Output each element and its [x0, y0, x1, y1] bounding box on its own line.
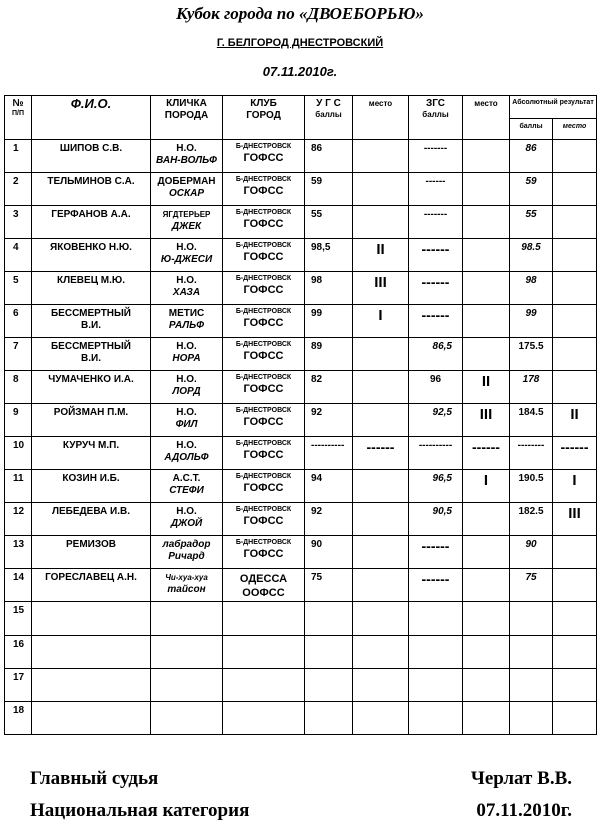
row-dog: лабрадор Ричард [151, 536, 223, 569]
row-abs-place: I [553, 470, 597, 503]
header-place1: место [353, 96, 409, 140]
row-dog: Н.О. АДОЛЬФ [151, 437, 223, 470]
row-fio [32, 602, 151, 636]
row-zgs-place [463, 338, 510, 371]
row-zgs-points: ------ [409, 536, 463, 569]
table-row [5, 503, 597, 536]
row-ugs-place: II [353, 239, 409, 272]
row-ugs-place [353, 404, 409, 437]
row-number: 18 [5, 702, 32, 735]
row-club [223, 636, 305, 669]
header-fio: Ф.И.О. [32, 96, 151, 140]
row-abs-place [553, 206, 597, 239]
row-number: 10 [5, 437, 32, 470]
header-num: № П/П [5, 96, 32, 140]
row-number: 2 [5, 173, 32, 206]
row-zgs-place [463, 536, 510, 569]
row-ugs-place [353, 371, 409, 404]
row-zgs-points: ------ [409, 272, 463, 305]
row-abs-place [553, 272, 597, 305]
row-abs-points [510, 702, 553, 735]
row-ugs-points: 99 [305, 305, 353, 338]
row-abs-points: 90 [510, 536, 553, 569]
row-ugs-place [353, 503, 409, 536]
page-title: Кубок города по «ДВОЕБОРЬЮ» [176, 4, 424, 23]
row-dog: Н.О. ЛОРД [151, 371, 223, 404]
row-fio [32, 669, 151, 702]
row-club: Б-ДНЕСТРОВСК ГОФСС [223, 503, 305, 536]
row-ugs-place: III [353, 272, 409, 305]
row-zgs-place [463, 305, 510, 338]
row-abs-points [510, 669, 553, 702]
table-row [5, 239, 597, 272]
row-number: 7 [5, 338, 32, 371]
row-ugs-place [353, 636, 409, 669]
row-ugs-points: 98,5 [305, 239, 353, 272]
header-abs-points: баллы [510, 118, 553, 139]
row-zgs-place [463, 602, 510, 636]
row-number: 1 [5, 140, 32, 173]
row-abs-place [553, 702, 597, 735]
row-ugs-points [305, 602, 353, 636]
row-dog [151, 602, 223, 636]
row-abs-place [553, 536, 597, 569]
row-dog [151, 702, 223, 735]
header-club: КЛУБ ГОРОД [223, 96, 305, 140]
header-zgs: ЗГС баллы [409, 96, 463, 140]
table-row [5, 173, 597, 206]
row-dog: Н.О. ДЖОЙ [151, 503, 223, 536]
row-zgs-points: ------- [409, 140, 463, 173]
row-ugs-points: ---------- [305, 437, 353, 470]
city-text: Г. БЕЛГОРОД ДНЕСТРОВСКИЙ [216, 37, 384, 49]
row-fio [32, 702, 151, 735]
row-abs-place: II [553, 404, 597, 437]
row-ugs-place [353, 140, 409, 173]
row-zgs-points: 86,5 [409, 338, 463, 371]
table-row [5, 636, 597, 669]
row-zgs-points [409, 602, 463, 636]
row-dog: А.С.Т. СТЕФИ [151, 470, 223, 503]
row-club: Б-ДНЕСТРОВСК ГОФСС [223, 272, 305, 305]
row-dog [151, 636, 223, 669]
row-number: 4 [5, 239, 32, 272]
row-zgs-place [463, 239, 510, 272]
row-zgs-place [463, 206, 510, 239]
table-row [5, 338, 597, 371]
row-number: 14 [5, 569, 32, 602]
row-fio: БЕССМЕРТНЫЙ В.И. [32, 305, 151, 338]
row-abs-place [553, 140, 597, 173]
row-ugs-points: 98 [305, 272, 353, 305]
row-club [223, 602, 305, 636]
row-fio: ГОРЕСЛАВЕЦ А.Н. [32, 569, 151, 602]
row-zgs-points: 96,5 [409, 470, 463, 503]
row-ugs-points [305, 702, 353, 735]
row-ugs-points: 92 [305, 503, 353, 536]
row-ugs-place: ------ [353, 437, 409, 470]
row-fio: РЕМИЗОВ [32, 536, 151, 569]
row-zgs-place [463, 669, 510, 702]
row-zgs-points: ------- [409, 206, 463, 239]
row-ugs-place [353, 173, 409, 206]
row-dog: ДОБЕРМАН ОСКАР [151, 173, 223, 206]
row-dog: Н.О. Ю-ДЖЕСИ [151, 239, 223, 272]
header-breed: КЛИЧКА ПОРОДА [151, 96, 223, 140]
row-abs-points: 184.5 [510, 404, 553, 437]
row-ugs-place [353, 569, 409, 602]
table-row [5, 371, 597, 404]
row-fio: КУРУЧ М.П. [32, 437, 151, 470]
row-club: Б-ДНЕСТРОВСК ГОФСС [223, 239, 305, 272]
table-row [5, 206, 597, 239]
row-fio: ЧУМАЧЕНКО И.А. [32, 371, 151, 404]
row-ugs-points: 59 [305, 173, 353, 206]
row-club [223, 702, 305, 735]
row-zgs-points [409, 702, 463, 735]
row-abs-points: 190.5 [510, 470, 553, 503]
table-row [5, 140, 597, 173]
row-number: 5 [5, 272, 32, 305]
row-abs-place [553, 239, 597, 272]
table-row [5, 669, 597, 702]
category-label: Национальная категория [30, 800, 250, 821]
row-abs-points: 75 [510, 569, 553, 602]
row-ugs-points: 55 [305, 206, 353, 239]
row-fio: КОЗИН И.Б. [32, 470, 151, 503]
row-zgs-points [409, 669, 463, 702]
row-abs-place [553, 338, 597, 371]
header-place2: место [463, 96, 510, 140]
row-number: 12 [5, 503, 32, 536]
row-abs-place [553, 305, 597, 338]
row-club: Б-ДНЕСТРОВСК ГОФСС [223, 173, 305, 206]
row-ugs-place [353, 470, 409, 503]
row-club: ОДЕССА ООФСС [223, 569, 305, 602]
row-zgs-points: ------ [409, 173, 463, 206]
row-zgs-place [463, 503, 510, 536]
row-number: 16 [5, 636, 32, 669]
row-abs-place [553, 602, 597, 636]
table-row [5, 404, 597, 437]
row-abs-points: 99 [510, 305, 553, 338]
row-dog: МЕТИС РАЛЬФ [151, 305, 223, 338]
row-zgs-place [463, 702, 510, 735]
row-ugs-place [353, 669, 409, 702]
row-ugs-place [353, 206, 409, 239]
event-date: 07.11.2010г. [262, 64, 338, 79]
row-dog: Чи-хуа-хуа тайсон [151, 569, 223, 602]
row-number: 8 [5, 371, 32, 404]
row-fio [32, 636, 151, 669]
row-fio: БЕССМЕРТНЫЙ В.И. [32, 338, 151, 371]
row-zgs-points: ---------- [409, 437, 463, 470]
row-zgs-points: ------ [409, 305, 463, 338]
row-club: Б-ДНЕСТРОВСК ГОФСС [223, 404, 305, 437]
row-abs-points: 55 [510, 206, 553, 239]
header-abs-place: место [553, 118, 597, 139]
row-ugs-points: 75 [305, 569, 353, 602]
table-row [5, 437, 597, 470]
row-fio: КЛЕВЕЦ М.Ю. [32, 272, 151, 305]
row-fio: ГЕРФАНОВ А.А. [32, 206, 151, 239]
row-zgs-place [463, 569, 510, 602]
row-zgs-points: 96 [409, 371, 463, 404]
row-fio: ШИПОВ С.В. [32, 140, 151, 173]
results-table [4, 95, 597, 735]
row-abs-place [553, 669, 597, 702]
table-row [5, 602, 597, 636]
row-ugs-place [353, 536, 409, 569]
table-row [5, 470, 597, 503]
row-club: Б-ДНЕСТРОВСК ГОФСС [223, 206, 305, 239]
row-fio: ЯКОВЕНКО Н.Ю. [32, 239, 151, 272]
row-zgs-place: II [463, 371, 510, 404]
row-ugs-place [353, 338, 409, 371]
footer-date: 07.11.2010г. [476, 800, 572, 821]
row-abs-points: 178 [510, 371, 553, 404]
table-row [5, 272, 597, 305]
row-zgs-points [409, 636, 463, 669]
row-abs-place: III [553, 503, 597, 536]
header-absolute: Абсолютный результат [510, 96, 597, 119]
row-zgs-place [463, 636, 510, 669]
row-fio: ЛЕБЕДЕВА И.В. [32, 503, 151, 536]
row-dog: ЯГДТЕРЬЕР ДЖЕК [151, 206, 223, 239]
city-subtitle [0, 37, 600, 49]
row-abs-points [510, 636, 553, 669]
row-abs-points: -------- [510, 437, 553, 470]
row-abs-place [553, 569, 597, 602]
row-abs-place [553, 173, 597, 206]
row-ugs-points [305, 669, 353, 702]
row-zgs-place [463, 272, 510, 305]
row-ugs-place: I [353, 305, 409, 338]
row-ugs-points: 90 [305, 536, 353, 569]
row-abs-place [553, 636, 597, 669]
row-ugs-points: 86 [305, 140, 353, 173]
row-ugs-points: 94 [305, 470, 353, 503]
row-dog: Н.О. ФИЛ [151, 404, 223, 437]
row-club: Б-ДНЕСТРОВСК ГОФСС [223, 470, 305, 503]
row-zgs-place: I [463, 470, 510, 503]
table-row [5, 305, 597, 338]
row-zgs-place [463, 140, 510, 173]
row-ugs-points: 82 [305, 371, 353, 404]
row-abs-points: 98 [510, 272, 553, 305]
row-ugs-points: 92 [305, 404, 353, 437]
row-ugs-place [353, 702, 409, 735]
row-abs-points: 98.5 [510, 239, 553, 272]
row-club: Б-ДНЕСТРОВСК ГОФСС [223, 536, 305, 569]
row-zgs-place [463, 173, 510, 206]
row-club: Б-ДНЕСТРОВСК ГОФСС [223, 338, 305, 371]
row-number: 11 [5, 470, 32, 503]
row-club: Б-ДНЕСТРОВСК ГОФСС [223, 305, 305, 338]
row-dog: Н.О. НОРА [151, 338, 223, 371]
table-row [5, 702, 597, 735]
row-club: Б-ДНЕСТРОВСК ГОФСС [223, 437, 305, 470]
row-abs-points: 86 [510, 140, 553, 173]
row-number: 6 [5, 305, 32, 338]
row-zgs-place: III [463, 404, 510, 437]
row-number: 9 [5, 404, 32, 437]
row-zgs-points: ------ [409, 569, 463, 602]
row-number: 17 [5, 669, 32, 702]
row-ugs-points: 89 [305, 338, 353, 371]
row-fio: ТЕЛЬМИНОВ С.А. [32, 173, 151, 206]
row-club: Б-ДНЕСТРОВСК ГОФСС [223, 371, 305, 404]
header-ugs: У Г С баллы [305, 96, 353, 140]
row-number: 13 [5, 536, 32, 569]
row-number: 3 [5, 206, 32, 239]
row-ugs-place [353, 602, 409, 636]
row-dog: Н.О. ХАЗА [151, 272, 223, 305]
row-abs-points: 182.5 [510, 503, 553, 536]
row-club [223, 669, 305, 702]
row-number: 15 [5, 602, 32, 636]
row-ugs-points [305, 636, 353, 669]
row-club: Б-ДНЕСТРОВСК ГОФСС [223, 140, 305, 173]
row-zgs-place: ------ [463, 437, 510, 470]
judge-name: Черлат В.В. [470, 768, 572, 789]
judge-label: Главный судья [30, 768, 159, 789]
row-abs-points: 175.5 [510, 338, 553, 371]
row-abs-place [553, 371, 597, 404]
row-dog: Н.О. ВАН-ВОЛЬФ [151, 140, 223, 173]
table-row [5, 569, 597, 602]
row-fio: РОЙЗМАН П.М. [32, 404, 151, 437]
row-zgs-points: 92,5 [409, 404, 463, 437]
table-row [5, 536, 597, 569]
row-dog [151, 669, 223, 702]
row-zgs-points: ------ [409, 239, 463, 272]
row-zgs-points: 90,5 [409, 503, 463, 536]
row-abs-points: 59 [510, 173, 553, 206]
row-abs-points [510, 602, 553, 636]
row-abs-place: ------ [553, 437, 597, 470]
